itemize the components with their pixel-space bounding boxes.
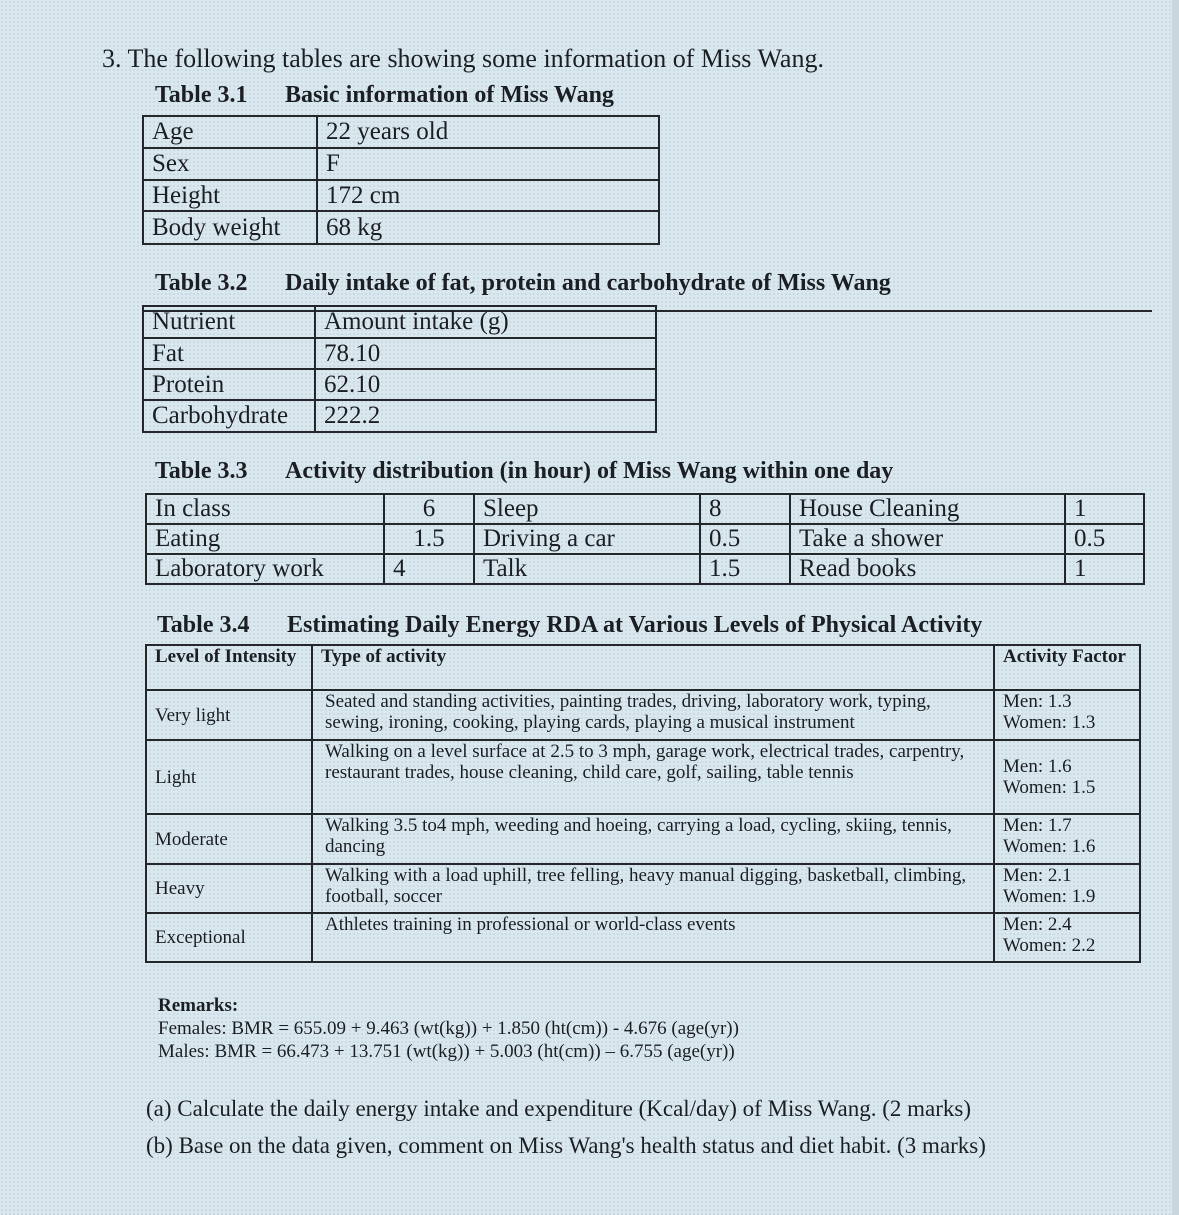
table-cell: Height [143, 180, 317, 211]
table2-caption [155, 270, 891, 297]
table1-number: Table 3.1 [155, 82, 248, 108]
table2-number: Table 3.2 [155, 270, 248, 296]
page-edge [1172, 0, 1179, 1215]
table-cell: Laboratory work [146, 554, 384, 584]
table-cell: Athletes training in professional or world-class events [312, 913, 994, 962]
table4-title: Estimating Daily Energy RDA at Various Levels of Physical Activity [287, 612, 983, 638]
table-cell: 1 [1065, 494, 1144, 524]
table-activity-distribution [145, 493, 1145, 585]
table-basic-info [142, 115, 660, 245]
table-cell: Take a shower [790, 524, 1065, 554]
activity-factor-men: Men: 2.1 [1003, 865, 1072, 886]
table-cell: Exceptional [146, 913, 312, 962]
table-cell: 222.2 [315, 400, 656, 432]
table4-caption [157, 612, 982, 639]
table3-caption [155, 458, 893, 485]
table-cell: F [317, 148, 659, 180]
activity-factor-men: Men: 1.3 [1003, 691, 1072, 712]
table-header-cell: Activity Factor [994, 645, 1140, 690]
table-cell: Moderate [146, 814, 312, 864]
table-cell: In class [146, 494, 384, 524]
table3-title: Activity distribution (in hour) of Miss Wang within one day [285, 458, 894, 484]
activity-factor-women: Women: 1.6 [1003, 836, 1096, 857]
table-cell: 4 [384, 554, 474, 584]
table-cell: 172 cm [317, 180, 659, 211]
remarks-heading: Remarks: [158, 995, 239, 1016]
table-cell: Read books [790, 554, 1065, 584]
table1-title: Basic information of Miss Wang [285, 82, 614, 108]
remarks-males-formula: Males: BMR = 66.473 + 13.751 (wt(kg)) + 5.003 (ht(cm)) – 6.755 (age(yr)) [158, 1041, 735, 1062]
table-cell: 78.10 [315, 338, 656, 369]
table2-title: Daily intake of fat, protein and carbohydrate of Miss Wang [285, 270, 891, 296]
activity-factor-women: Women: 2.2 [1003, 935, 1096, 956]
table-cell [994, 864, 1140, 913]
activity-factor-men: Men: 2.4 [1003, 914, 1072, 935]
table-cell: Walking with a load uphill, tree felling, heavy manual digging, basketball, climbing, football, soccer [312, 864, 994, 913]
table-cell: Very light [146, 690, 312, 740]
table-cell: Walking on a level surface at 2.5 to 3 mph, garage work, electrical trades, carpentry, restaurant trades, house cleaning, child care, golf, sailing, table tennis [312, 740, 994, 814]
table-cell: 0.5 [1065, 524, 1144, 554]
question-part-a: (a) Calculate the daily energy intake and expenditure (Kcal/day) of Miss Wang. (2 marks) [146, 1096, 972, 1121]
table-cell: Age [143, 116, 317, 148]
table-daily-intake [142, 305, 657, 433]
table-energy-rda [145, 644, 1141, 963]
question-part-b: (b) Base on the data given, comment on Miss Wang's health status and diet habit. (3 marks) [146, 1133, 986, 1158]
table-cell: Carbohydrate [143, 400, 315, 432]
table-cell: Fat [143, 338, 315, 369]
table-cell: 1.5 [700, 554, 790, 584]
table-cell: Seated and standing activities, painting trades, driving, laboratory work, typing, sewing, ironing, cooking, playing cards, playing a musical instrument [312, 690, 994, 740]
table-cell: 0.5 [700, 524, 790, 554]
table-header-cell: Nutrient [143, 306, 315, 338]
activity-factor-women: Women: 1.5 [1003, 777, 1096, 798]
question-title: 3. The following tables are showing some information of Miss Wang. [102, 44, 824, 73]
table-cell: Sleep [474, 494, 700, 524]
table-cell: 1 [1065, 554, 1144, 584]
table-cell: House Cleaning [790, 494, 1065, 524]
table-cell: Protein [143, 369, 315, 400]
activity-factor-women: Women: 1.3 [1003, 712, 1096, 733]
table-cell [994, 690, 1140, 740]
table-cell: 1.5 [384, 524, 474, 554]
table-header-cell: Amount intake (g) [315, 306, 656, 338]
remarks-females-formula: Females: BMR = 655.09 + 9.463 (wt(kg)) + 1.850 (ht(cm)) - 4.676 (age(yr)) [158, 1018, 739, 1039]
table-cell: 8 [700, 494, 790, 524]
table-cell: Talk [474, 554, 700, 584]
table-cell: Walking 3.5 to4 mph, weeding and hoeing, carrying a load, cycling, skiing, tennis, dancing [312, 814, 994, 864]
table-cell: 6 [384, 494, 474, 524]
table-cell: 62.10 [315, 369, 656, 400]
table-cell: 68 kg [317, 211, 659, 244]
table-cell: Light [146, 740, 312, 814]
table4-number: Table 3.4 [157, 612, 250, 638]
table-cell [994, 913, 1140, 962]
table-cell: Eating [146, 524, 384, 554]
table-cell [994, 740, 1140, 814]
activity-factor-men: Men: 1.6 [1003, 756, 1072, 777]
activity-factor-men: Men: 1.7 [1003, 815, 1072, 836]
table-header-cell: Level of Intensity [146, 645, 312, 690]
table-cell: Heavy [146, 864, 312, 913]
table3-number: Table 3.3 [155, 458, 248, 484]
table-header-cell: Type of activity [312, 645, 994, 690]
table-cell: Body weight [143, 211, 317, 244]
table1-caption [155, 82, 614, 109]
table-cell: Sex [143, 148, 317, 180]
table-cell [994, 814, 1140, 864]
table-cell: 22 years old [317, 116, 659, 148]
table-cell: Driving a car [474, 524, 700, 554]
activity-factor-women: Women: 1.9 [1003, 886, 1096, 907]
remarks-block [158, 994, 739, 1063]
